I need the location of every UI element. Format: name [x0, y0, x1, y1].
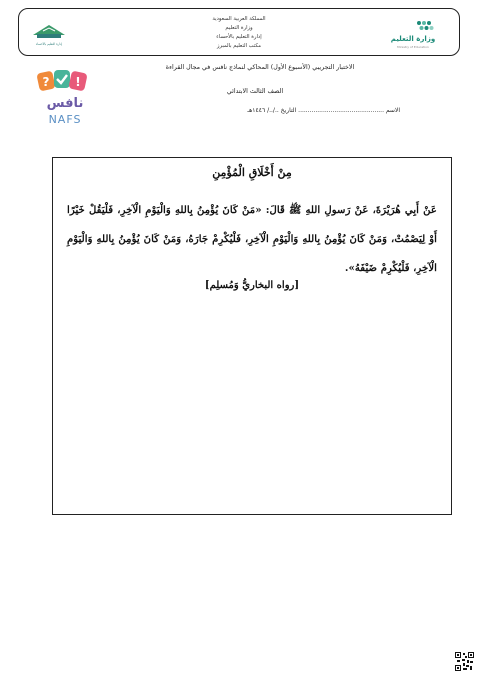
- passage-source: [رواه البخاريُّ وَمُسلِم]: [204, 280, 300, 291]
- qr-code-icon: [455, 652, 474, 671]
- ministry-logo-subtext: Ministry of Education: [397, 45, 429, 49]
- left-logo-caption: إدارة التعليم بالأحساء: [35, 42, 63, 46]
- exam-title: الاختبار التجريبي (الأسبوع الأول) المحاكي لنماذج نافس في مجال القراءة: [165, 64, 355, 71]
- header-line-country: المملكة العربية السعودية: [212, 16, 266, 22]
- header-line-ministry: وزارة التعليم: [225, 25, 253, 31]
- svg-text:!: !: [75, 75, 81, 89]
- header-box: [18, 8, 460, 56]
- passage-body: عَنْ أَبِي هُرَيْرَةَ، عَنْ رَسولِ اللهِ ﷺ قَالَ: «مَنْ كَانَ يُؤْمِنُ بِاللهِ وَالْيَوْمِ الْآخِرِ، فَلْيَقُلْ خَيْرًا أَوْ لِيَصْمُتْ، وَمَنْ كَانَ يُؤْمِنُ بِاللهِ وَالْيَوْمِ الْآخِرِ، فَلْيُكْرِمْ جَارَهُ، وَمَنْ كَانَ يُؤْمِنُ بِاللهِ وَالْيَوْمِ الْآخِرِ، فَلْيُكْرِمْ ضَيْفَهُ».: [67, 204, 437, 274]
- header-line-department: إدارة التعليم بالأحساء: [216, 34, 262, 40]
- header-line-office: مكتب التعليم بالمبرز: [217, 43, 261, 49]
- nafs-logo-english: NAFS: [48, 113, 82, 126]
- passage-box: [52, 157, 452, 515]
- passage-title: مِنْ أَخْلَاقِ الْمُؤْمِنِ: [212, 166, 292, 179]
- ministry-logo-text: وزارة التعليم: [390, 35, 436, 43]
- grade-label: الصف الثالث الابتدائي: [226, 88, 284, 95]
- education-department-logo: [29, 21, 69, 41]
- svg-text:?: ?: [42, 75, 50, 89]
- header-lines: [179, 15, 299, 51]
- nafs-logo-arabic: نافس: [46, 96, 84, 111]
- name-date-line: الاسم ............................................. التاريخ ../../ ١٤٤٦هـ: [247, 107, 400, 114]
